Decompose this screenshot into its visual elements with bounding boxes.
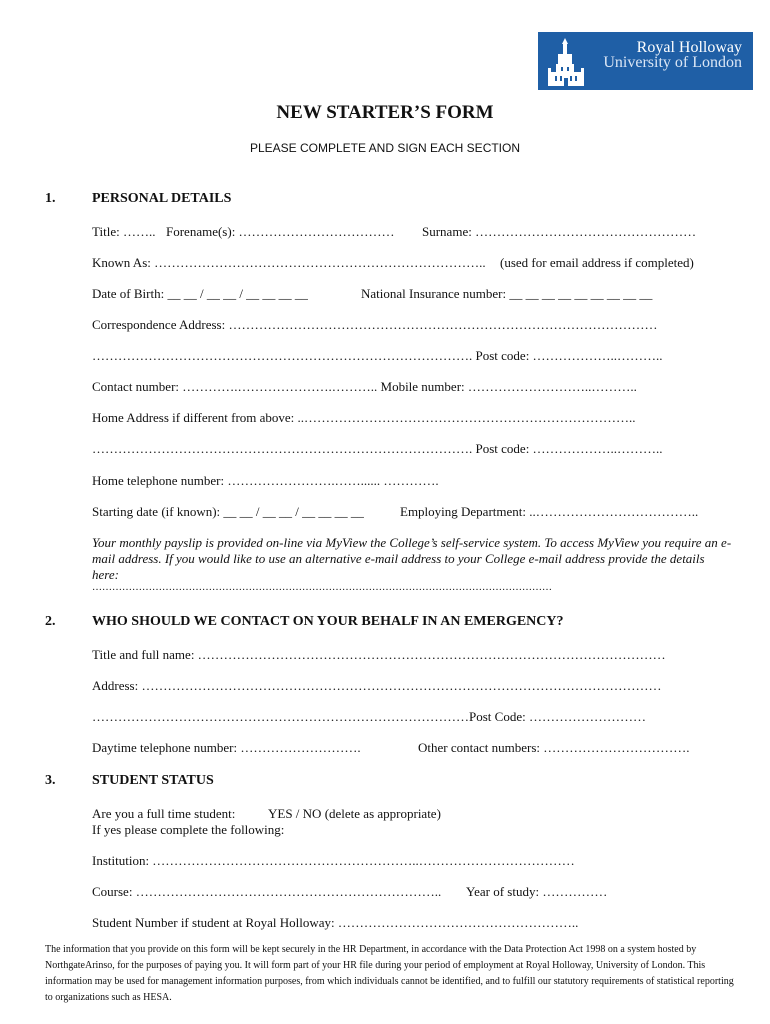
form-title: NEW STARTER’S FORM [276, 102, 494, 123]
employing-department-field[interactable]: Employing Department: ..……………………………….. [400, 504, 699, 519]
section-2-number: 2. [45, 614, 56, 629]
student-number-field[interactable]: Student Number if student at Royal Holloway: ……………………………………………….. [92, 915, 579, 930]
data-protection-notice: The information that you provide on this form will be kept securely in the HR Department, in accordance with the Data Protection Act 1998 on a system hosted by NorthgateArinso, for the purposes of paying you. It will form part of your HR file during your period of employment at Royal Holloway, University of London. This information may be used for management information purposes, from which individuals cannot be identified, and to fulfill our statutory requirements of statistical reporting to organizations such as HESA. [45, 944, 734, 1003]
year-of-study-field[interactable]: Year of study: …………… [466, 884, 608, 899]
surname-field[interactable]: Surname: …………………………………………… [422, 224, 697, 239]
title-field[interactable]: Title: …….. [92, 224, 156, 239]
logo-line-1: Royal Holloway [636, 39, 742, 56]
home-address-field[interactable]: Home Address if different from above: ..………………………………………………………………….. [92, 410, 636, 425]
yes-no-option[interactable]: YES / NO (delete as appropriate) [268, 806, 441, 821]
form-subtitle: PLEASE COMPLETE AND SIGN EACH SECTION [249, 141, 521, 155]
national-insurance-field[interactable]: National Insurance number: __ __ __ __ __ __ __ __ __ [361, 286, 653, 301]
institution-field[interactable]: Institution: ……………………………………………………..……………………………… [92, 853, 575, 868]
date-of-birth-field[interactable]: Date of Birth: __ __ / __ __ / __ __ __ __ [92, 286, 308, 301]
section-3-number: 3. [45, 773, 56, 788]
correspondence-postcode-field[interactable]: ……………………………………………………………………………. Post code: ………………..……….. [92, 348, 663, 363]
daytime-telephone-field[interactable]: Daytime telephone number: ………………………. [92, 740, 361, 755]
contact-number-field[interactable]: Contact number: ………….………………….……….. Mobile number: ………………………..……….. [92, 379, 637, 394]
known-as-field[interactable]: Known As: ………………………………………………………………….. [92, 255, 486, 270]
forename-field[interactable]: Forename(s): ……………………………… [166, 224, 395, 239]
section-2-heading: WHO SHOULD WE CONTACT ON YOUR BEHALF IN AN EMERGENCY? [92, 614, 564, 629]
emergency-postcode-field[interactable]: ……………………………………………………………………………Post Code: ……………………… [92, 709, 646, 724]
emergency-name-field[interactable]: Title and full name: ……………………………………………………………………………………………… [92, 647, 666, 662]
other-contact-field[interactable]: Other contact numbers: ……………………………. [418, 740, 690, 755]
emergency-address-field[interactable]: Address: ………………………………………………………………………………………………………… [92, 678, 662, 693]
starting-date-field[interactable]: Starting date (if known): __ __ / __ __ / __ __ __ __ [92, 504, 364, 519]
course-field[interactable]: Course: …………………………………………………………….. [92, 884, 442, 899]
section-3-heading: STUDENT STATUS [92, 773, 214, 788]
home-telephone-field[interactable]: Home telephone number: …………………….……...... …………. [92, 473, 439, 488]
payslip-note: Your monthly payslip is provided on-line via MyView the College’s self-service system. To access MyView you require an e-mail address. If you would like to use an alternative e-mail address to your College e-mail address provide the details here: [92, 535, 732, 582]
alternative-email-field[interactable]: ………………………………………………………………………………………………………………………… [92, 582, 552, 593]
home-postcode-field[interactable]: ……………………………………………………………………………. Post code: ………………..……….. [92, 441, 663, 456]
building-icon [544, 38, 588, 88]
university-logo [538, 32, 753, 90]
logo-line-2: University of London [603, 54, 742, 71]
if-yes-instruction: If yes please complete the following: [92, 822, 285, 837]
correspondence-address-field[interactable]: Correspondence Address: ……………………………………………………………………………………… [92, 317, 658, 332]
known-as-note: (used for email address if completed) [500, 255, 694, 270]
fulltime-student-label: Are you a full time student: [92, 806, 236, 821]
section-1-heading: PERSONAL DETAILS [92, 191, 232, 206]
section-1-number: 1. [45, 191, 56, 206]
